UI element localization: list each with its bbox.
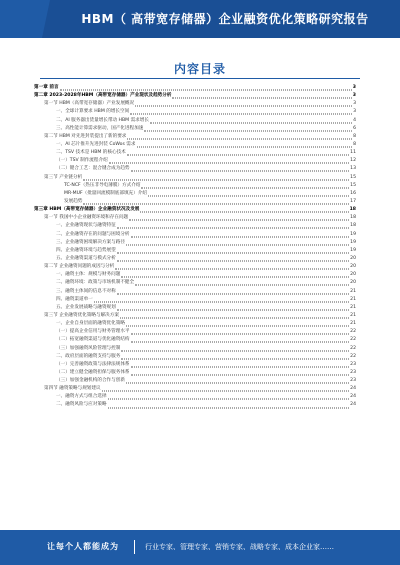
toc-entry-text: 第二章 2023-2028年HBM（高带宽存储器）产业现状及趋势分析 (34, 93, 172, 99)
toc-entry-text: 一、全球计算要求 HBM 的增长空间 (56, 109, 130, 115)
toc-entry[interactable] (34, 393, 356, 401)
toc-leader-dots (127, 137, 352, 139)
toc-page-number: 20 (350, 255, 356, 261)
toc-entry[interactable] (34, 190, 356, 198)
toc-page-number: 20 (350, 280, 356, 286)
footer-divider (134, 540, 135, 554)
toc-entry[interactable] (34, 312, 356, 320)
toc-leader-dots (172, 97, 351, 99)
toc-entry-text: 四、企业融资环境与趋势展望 (56, 247, 116, 253)
toc-entry[interactable] (34, 328, 356, 336)
toc-leader-dots (83, 178, 349, 180)
toc-page-number: 3 (352, 93, 356, 99)
toc-entry[interactable] (34, 271, 356, 279)
toc-page-number: 21 (350, 321, 356, 327)
toc-page-number: 23 (350, 361, 356, 367)
toc-page-number: 13 (350, 166, 356, 172)
toc-leader-dots (130, 113, 352, 115)
toc-page-number: 15 (350, 174, 356, 180)
toc-entry[interactable] (34, 182, 356, 190)
toc-page-number: 20 (350, 264, 356, 270)
toc-entry[interactable] (34, 133, 356, 141)
toc-page-number: 3 (352, 85, 356, 90)
toc-entry[interactable] (34, 174, 356, 182)
toc-page-number: 8 (353, 141, 356, 147)
toc-entry[interactable] (34, 84, 356, 92)
toc-entry[interactable] (34, 263, 356, 271)
toc-entry[interactable] (34, 247, 356, 255)
toc-leader-dots (141, 186, 349, 188)
toc-leader-dots (127, 154, 349, 156)
toc-leader-dots (140, 211, 348, 213)
toc-page-number: 22 (350, 345, 356, 351)
toc-leader-dots (60, 89, 352, 91)
toc-entry[interactable] (34, 117, 356, 125)
toc-entry[interactable] (34, 141, 356, 149)
toc-page-number: 22 (350, 353, 356, 359)
footer-tagline: 行业专家、管理专家、营销专家、战略专家、成本企业家…… (145, 543, 334, 551)
toc-entry-text: 第一节 我国中小企业融资环境和存在问题 (44, 215, 129, 221)
toc-leader-dots (144, 129, 352, 131)
toc-entry-text: 第二节 HBM 对先进封装提出了新的要求 (44, 133, 127, 139)
toc-page-number: 24 (350, 402, 356, 408)
toc-leader-dots (131, 333, 350, 335)
toc-entry-text: （二）键合工艺：混合键合成为趋势 (56, 166, 130, 172)
toc-entry[interactable] (34, 353, 356, 361)
toc-page-number: 15 (350, 182, 356, 188)
toc-leader-dots (126, 325, 349, 327)
toc-page-number: 18 (350, 215, 356, 221)
toc-leader-dots (117, 227, 349, 229)
toc-entry[interactable] (34, 296, 356, 304)
toc-entry-text: 三、高性能计算需求驱动，国产化进程加速 (56, 125, 144, 131)
toc-entry-text: 第四节 融资策略与规划建议 (44, 386, 101, 392)
toc-page-number: 17 (350, 198, 356, 204)
toc-leader-dots (131, 373, 350, 375)
toc-page-number: 23 (350, 369, 356, 375)
toc-entry[interactable] (34, 108, 356, 116)
toc-entry-text: 二、融资风险与应对策略 (56, 402, 107, 408)
toc-leader-dots (131, 341, 350, 343)
toc-entry-text: 发展趋势 (64, 198, 83, 204)
toc-entry[interactable] (34, 401, 356, 409)
toc-page-number: 23 (350, 378, 356, 384)
toc-entry[interactable] (34, 304, 356, 312)
toc-entry-text: 五、企业融资渠道与模式分析 (56, 255, 116, 261)
toc-leader-dots (102, 390, 350, 392)
toc-page-number: 3 (353, 101, 356, 107)
toc-entry[interactable] (34, 231, 356, 239)
toc-page-number: 4 (353, 117, 356, 123)
toc-entry-text: （二）建立健全融资担保与服务体系 (56, 369, 130, 375)
toc-entry[interactable] (34, 149, 356, 157)
toc-leader-dots (131, 235, 350, 237)
toc-leader-dots (131, 365, 350, 367)
toc-page-number: 19 (350, 239, 356, 245)
toc-divider (40, 78, 360, 79)
toc-entry-text: TC-NCF（热压非导电薄膜）方式介绍 (64, 182, 141, 188)
toc-entry-text: （一）TSV 制作流程介绍 (56, 158, 108, 164)
toc-leader-dots (129, 219, 349, 221)
toc-entry-text: 第三节 产业链分析 (44, 174, 83, 180)
toc-leader-dots (150, 121, 352, 123)
toc-entry[interactable] (34, 214, 356, 222)
toc-entry-text: 第一章 前言 (34, 85, 59, 90)
toc-page-number: 24 (350, 386, 356, 392)
toc-page-number: 19 (350, 231, 356, 237)
toc-entry[interactable] (34, 198, 356, 206)
toc-heading: 内容目录 (173, 62, 226, 76)
toc-page-number: 24 (350, 394, 356, 400)
toc-entry-text: 二、政府层面的融资支持与服务 (56, 353, 121, 359)
toc-entry-text: 一、融资主体：规模与财务问题 (56, 272, 121, 278)
toc-page-number: 12 (350, 158, 356, 164)
toc-entry-text: 第一节 HBM（高带宽存储器）产业发展概况 (44, 101, 135, 107)
toc-entry-text: 一、融资方式与组合选择 (56, 394, 107, 400)
toc-entry[interactable] (34, 100, 356, 108)
toc-entry[interactable] (34, 377, 356, 385)
toc-leader-dots (94, 300, 349, 302)
toc-page-number: 22 (350, 329, 356, 335)
toc-leader-dots (117, 260, 349, 262)
toc-leader-dots (135, 105, 352, 107)
toc-entry-text: 三、企业融资困境解决方案与路径 (56, 239, 125, 245)
toc-page-number: 21 (350, 304, 356, 310)
toc-page-number: 6 (353, 125, 356, 131)
toc-leader-dots (120, 317, 349, 319)
header-accent-tab (0, 0, 42, 38)
toc-entry-text: （一）提高企业信用与财务管理水平 (56, 329, 130, 335)
toc-entry[interactable] (34, 361, 356, 369)
toc-leader-dots (137, 146, 353, 148)
toc-entry-text: （三）加强融资风险管理与控制 (56, 345, 121, 351)
toc-leader-dots (108, 406, 350, 408)
toc-leader-dots (121, 357, 349, 359)
header-bar (0, 0, 400, 38)
toc-entry-text: 二、AI 服务器出货量增长带动 HBM 需求增长 (56, 117, 149, 123)
toc-entry[interactable] (34, 206, 356, 214)
toc-leader-dots (131, 170, 350, 172)
toc-entry-text: （一）完善融资政策与法律法规体系 (56, 361, 130, 367)
toc-entry[interactable] (34, 288, 356, 296)
toc-page-number: 21 (350, 312, 356, 318)
toc-leader-dots (108, 398, 350, 400)
toc-entry[interactable] (34, 92, 356, 100)
toc-page-number: 19 (350, 247, 356, 253)
toc-entry-text: （二）拓宽融资渠道与优化融资结构 (56, 337, 130, 343)
toc-entry[interactable] (34, 336, 356, 344)
toc-entry-text: （三）加强金融机构的合作与创新 (56, 378, 125, 384)
toc-entry-text: 一、AI 芯片推升先进封装 CoWos 需求 (56, 141, 136, 147)
toc-entry[interactable] (34, 125, 356, 133)
toc-entry-text: 二、融资环境：政策与市场机制不健全 (56, 280, 135, 286)
toc-leader-dots (115, 268, 349, 270)
toc-page-number: 22 (350, 337, 356, 343)
toc-entry[interactable] (34, 345, 356, 353)
toc-leader-dots (83, 203, 349, 205)
toc-entry-text: MR-MUF（批量回流模制底部填充）介绍 (64, 190, 147, 196)
footer-bar (0, 530, 400, 565)
toc-entry-text: 第三章 HBM（高带宽存储器）企业融资状况及发展 (34, 207, 140, 213)
toc-leader-dots (117, 292, 349, 294)
toc-entry-text: 第二节 企业融资问题的成因与分析 (44, 264, 115, 270)
toc-entry[interactable] (34, 165, 356, 173)
toc-page-number: 21 (350, 296, 356, 302)
toc-entry-text: 一、企业自身层面的融资优化策略 (56, 321, 125, 327)
toc-leader-dots (148, 194, 349, 196)
toc-entry[interactable] (34, 320, 356, 328)
toc-page-number: 11 (350, 150, 356, 156)
toc-page-number: 3 (353, 109, 356, 115)
toc-entry-text: 第三节 企业融资优化策略与解决方案 (44, 312, 119, 318)
toc-entry[interactable] (34, 255, 356, 263)
toc-entry[interactable] (34, 369, 356, 377)
toc-page-number: 18 (350, 223, 356, 229)
toc-entry[interactable] (34, 239, 356, 247)
report-title: HBM（ 高带宽存储器）企业融资优化策略研究报告 (81, 12, 369, 26)
footer-slogan: 让每个人都能成为 (47, 542, 119, 551)
toc-leader-dots (109, 162, 349, 164)
toc-entry[interactable] (34, 157, 356, 165)
toc-entry-text: 二、TSV 技术是 HBM 的核心技术 (56, 150, 126, 156)
toc-leader-dots (126, 382, 349, 384)
toc-page-number: 20 (350, 272, 356, 278)
toc-page-number: 16 (350, 190, 356, 196)
toc-leader-dots (117, 251, 349, 253)
toc-page-number: 21 (350, 288, 356, 294)
toc-entry-text: 三、融资主体间的信息不对称 (56, 288, 116, 294)
toc-leader-dots (135, 284, 349, 286)
toc-entry-text: 四、融资渠道单一 (56, 296, 93, 302)
toc-leader-dots (117, 308, 349, 310)
toc-leader-dots (121, 276, 349, 278)
toc-page-number: 18 (349, 207, 356, 213)
table-of-contents (34, 84, 356, 410)
toc-leader-dots (126, 243, 349, 245)
toc-entry[interactable] (34, 385, 356, 393)
toc-leader-dots (121, 349, 349, 351)
toc-page-number: 8 (353, 133, 356, 139)
toc-entry-text: 二、企业融资存在的问题与困境分析 (56, 231, 130, 237)
toc-entry-text: 一、企业融资现状与融资特征 (56, 223, 116, 229)
toc-entry[interactable] (34, 222, 356, 230)
toc-entry[interactable] (34, 279, 356, 287)
toc-entry-text: 五、企业发展战略与融资规划 (56, 304, 116, 310)
